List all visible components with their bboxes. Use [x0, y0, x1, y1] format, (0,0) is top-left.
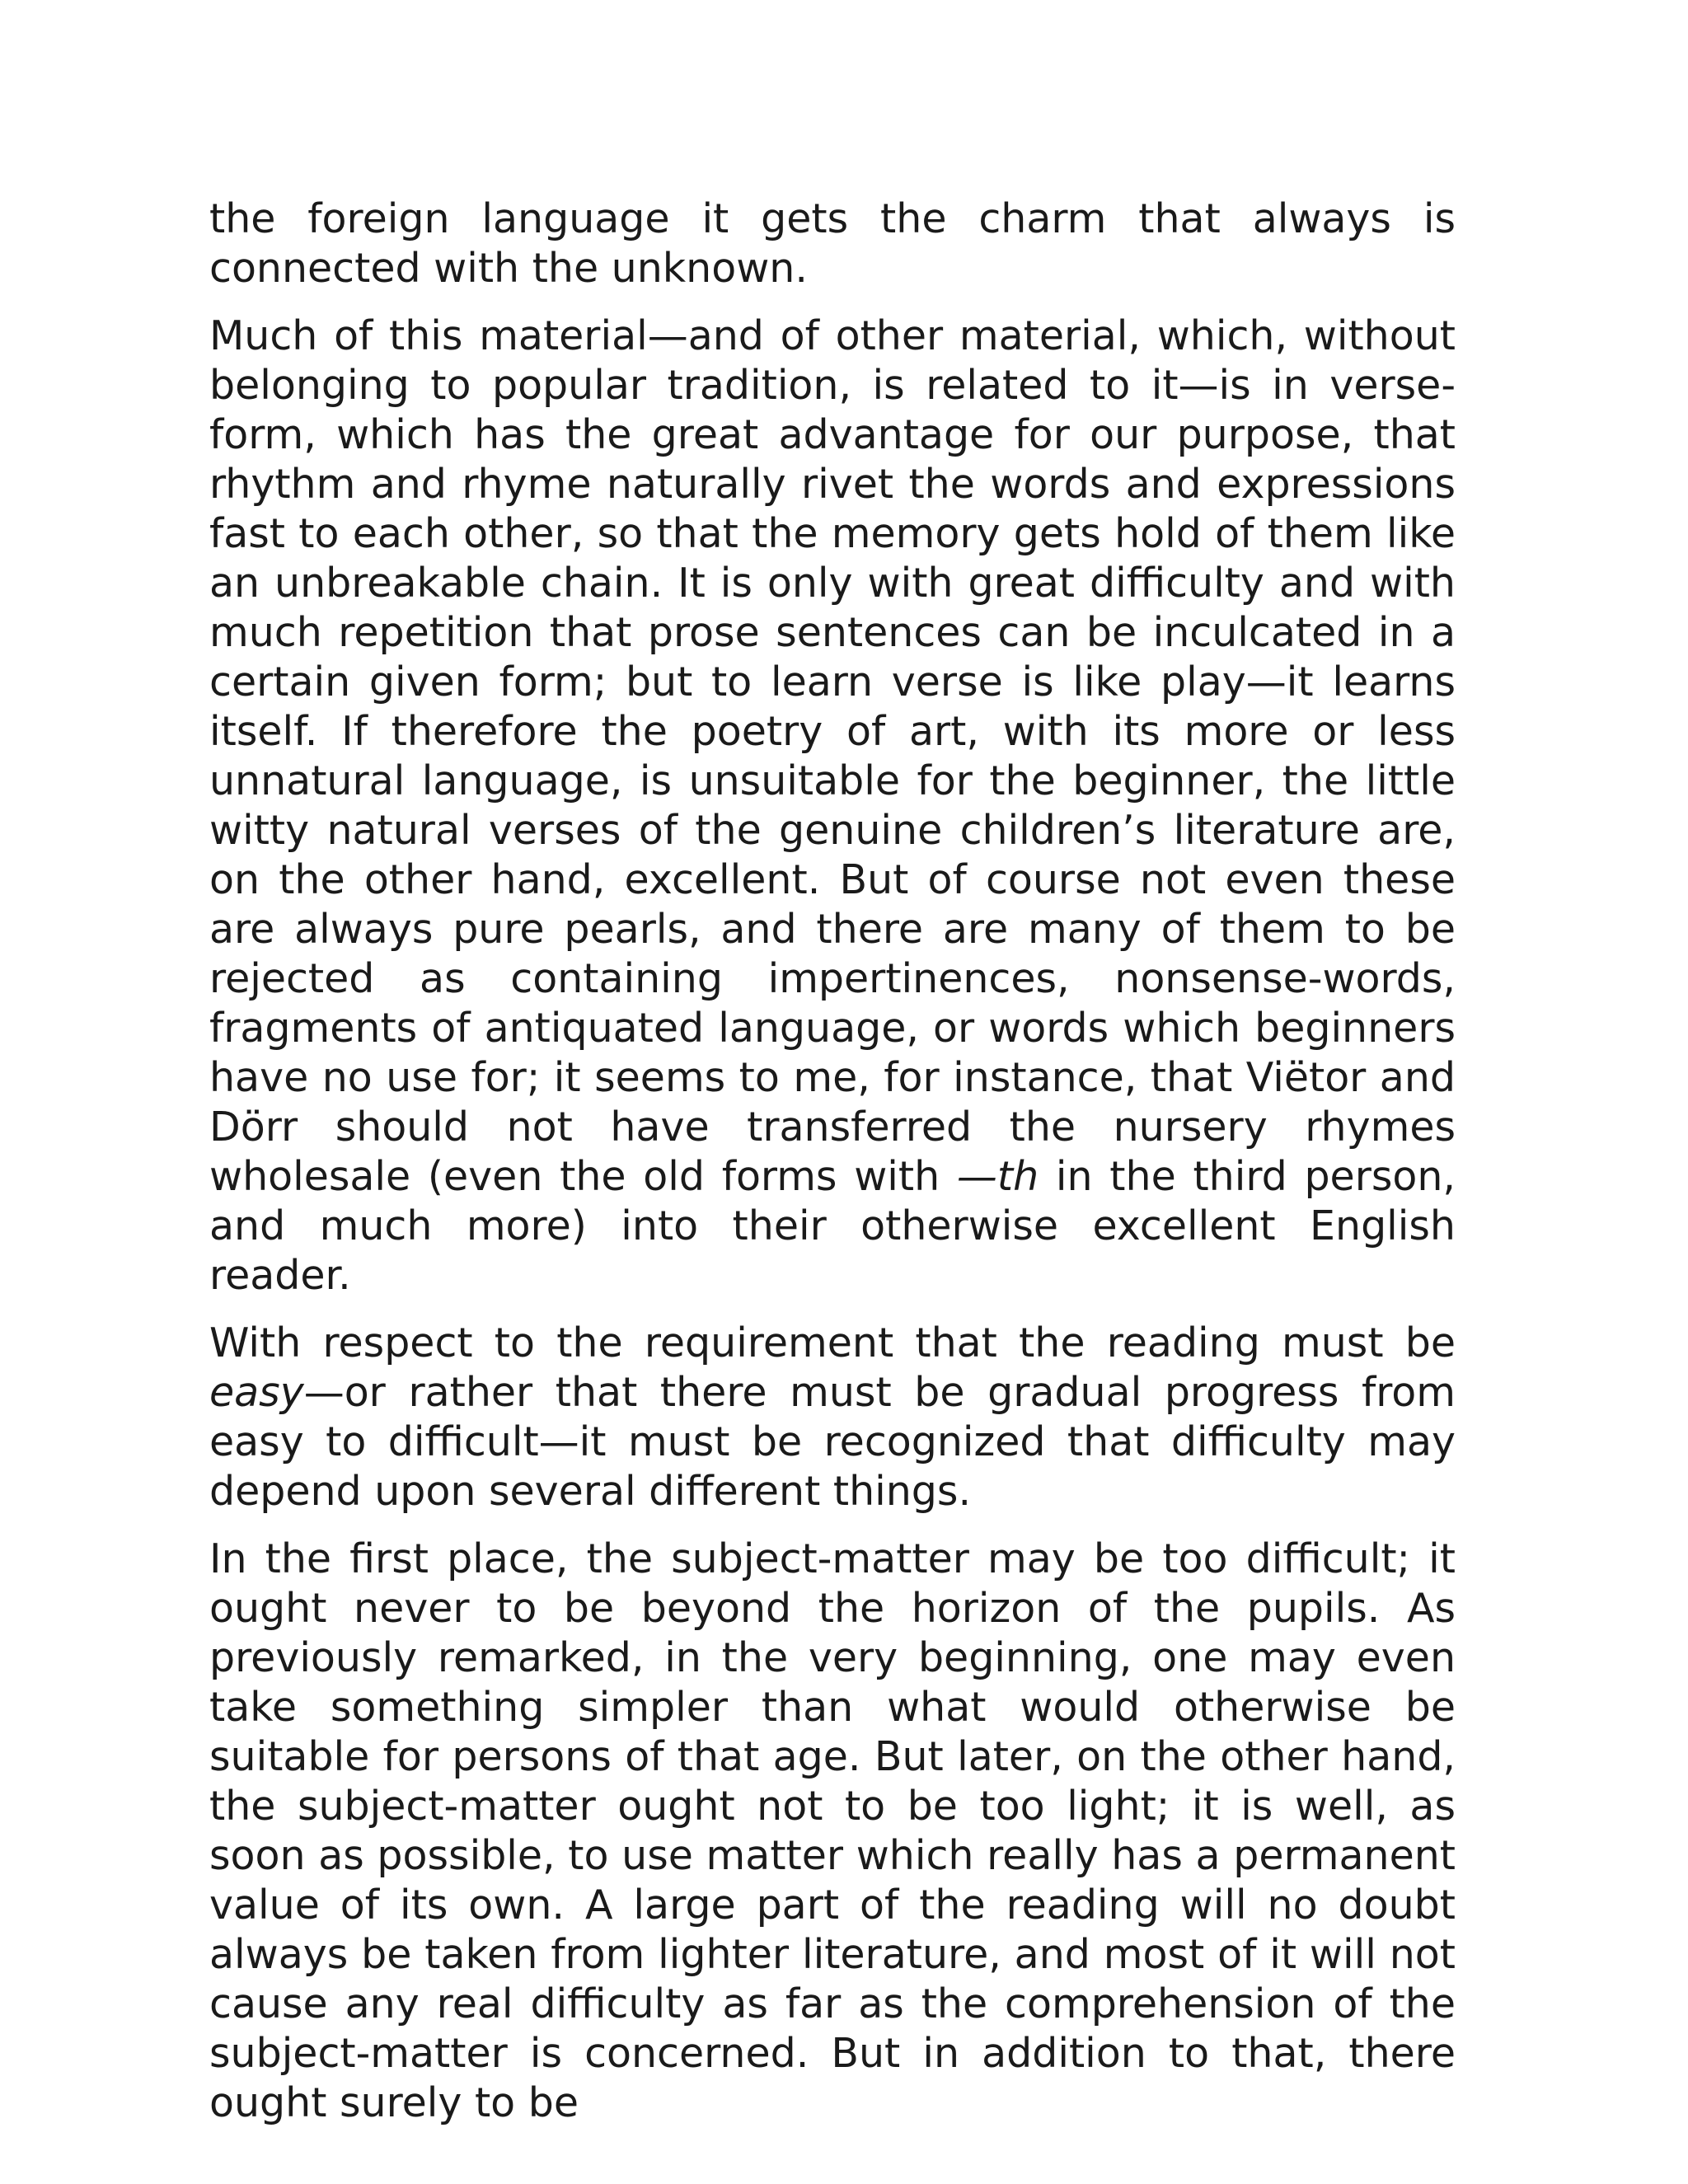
paragraph-4-text: In the first place, the subject-matter may be too difficult; it ought never to be beyond the horizon of the pupils. As previously remarked, in the very beginning, one may even take something simpler than what would otherwise be suitable for persons of that age. But later, on the other hand, the subject-matter ought not to be too light; it is well, as soon as possible, to use matter which really has a permanent value of its own. A large part of the reading will no doubt always be taken from lighter literature, and most of it will not cause any real difficulty as far as the comprehension of the subject-matter is concerned. But in addition to that, there ought surely to be — [209, 1535, 1456, 2126]
paragraph-3-text: With respect to the requirement that the reading must be — [209, 1319, 1456, 1366]
paragraph-2-text-end: in the third person, and much more) into their otherwise excellent English reader. — [209, 1153, 1456, 1299]
paragraph-3 — [209, 1319, 1456, 1516]
paragraph-1 — [209, 194, 1456, 293]
paragraph-4 — [209, 1535, 1456, 2128]
page-body — [209, 194, 1456, 2146]
paragraph-2-italic-th: —th — [956, 1153, 1039, 1200]
paragraph-1-text: the foreign language it gets the charm that always is connected with the unknown. — [209, 195, 1456, 292]
paragraph-2 — [209, 312, 1456, 1301]
paragraph-2-text: Much of this material—and of other material, which, without belonging to popular tradition, is related to it—is in verse-form, which has the great advantage for our purpose, that rhythm and rhyme naturally rivet the words and expressions fast to each other, so that the memory gets hold of them like an unbreakable chain. It is only with great difficulty and with much repetition that prose sentences can be inculcated in a certain given form; but to learn verse is like play—it learns itself. If therefore the poetry of art, with its more or less unnatural language, is unsuitable for the beginner, the little witty natural verses of the genuine children’s literature are, on the other hand, excellent. But of course not even these are always pure pearls, and there are many of them to be rejected as containing impertinences, nonsense-words, fragments of antiquated language, or words which beginners have no use for; it seems to me, for instance, that Viëtor and Dörr should not have transferred the nursery rhymes wholesale (even the old forms with — [209, 312, 1456, 1200]
paragraph-3-italic-easy: easy — [209, 1369, 304, 1416]
paragraph-3-text-end: —or rather that there must be gradual progress from easy to difficult—it must be recognized that difficulty may depend upon several different things. — [209, 1369, 1456, 1515]
